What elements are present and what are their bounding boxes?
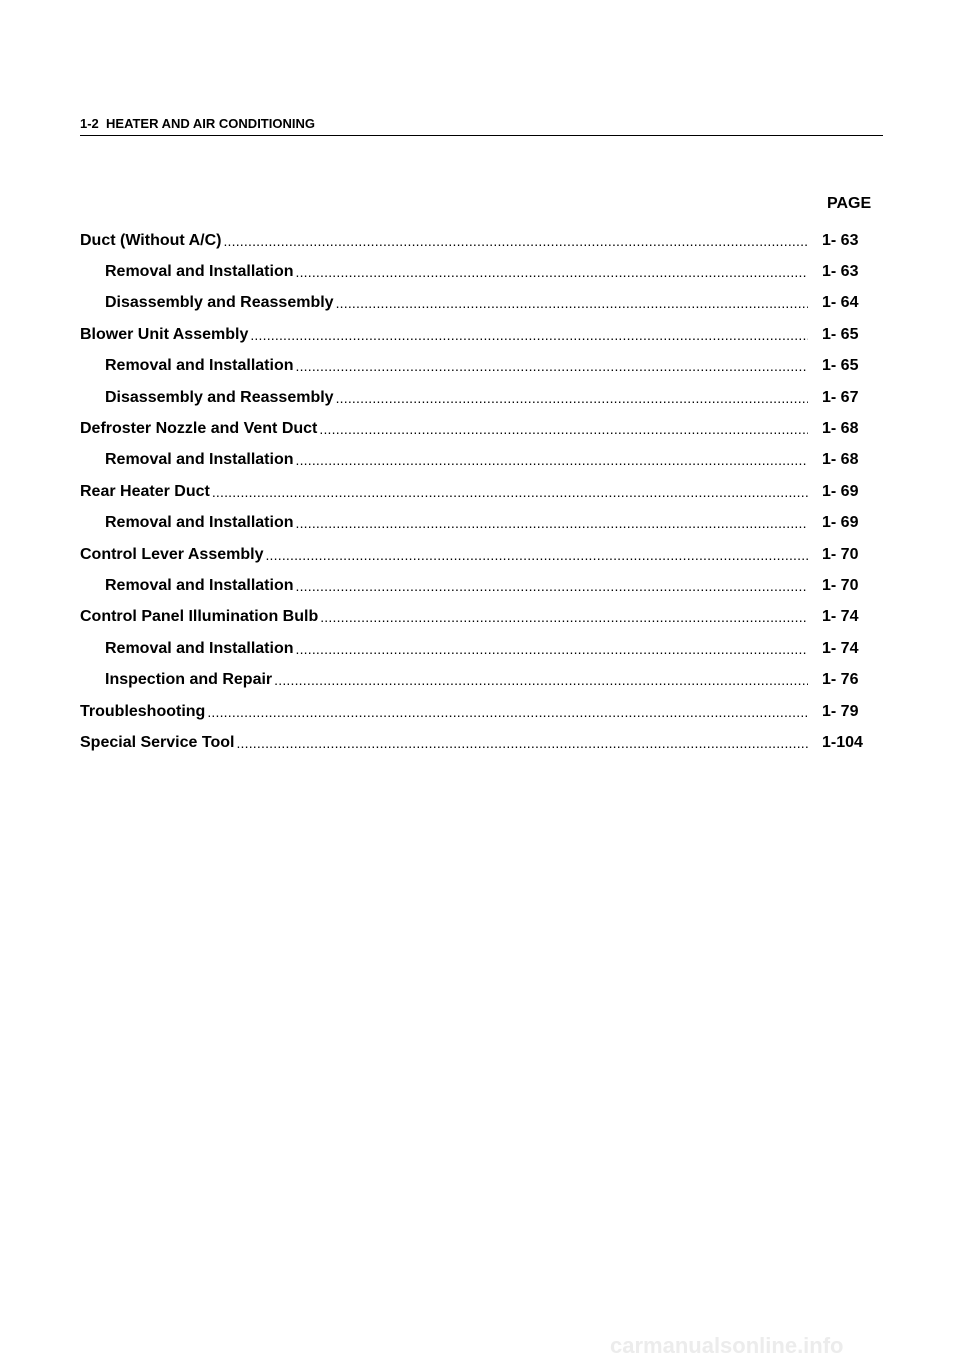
toc-entry-page: 1- 65 xyxy=(822,325,859,343)
dot-leader xyxy=(207,703,808,721)
dot-leader xyxy=(295,514,808,532)
toc-entry-title: Removal and Installation xyxy=(105,639,294,657)
toc-entry-page: 1- 79 xyxy=(822,702,859,720)
toc-entry-page: 1- 64 xyxy=(822,294,859,312)
toc-entry-page: 1- 63 xyxy=(822,231,859,249)
toc-entry-page: 1- 70 xyxy=(822,545,859,563)
dot-leader xyxy=(336,389,808,407)
toc-subentry[interactable] xyxy=(80,288,880,319)
dot-leader xyxy=(319,420,808,438)
toc-entry-title: Disassembly and Reassembly xyxy=(105,294,334,312)
page-column-label: PAGE xyxy=(827,195,872,212)
toc-entry-title: Special Service Tool xyxy=(80,733,235,751)
dot-leader xyxy=(250,326,808,344)
toc-entry[interactable] xyxy=(80,413,880,444)
dot-leader xyxy=(274,671,808,689)
toc-subentry[interactable] xyxy=(80,664,880,695)
toc-subentry[interactable] xyxy=(80,508,880,539)
toc-entry[interactable] xyxy=(80,476,880,507)
watermark: carmanualsonline.info xyxy=(610,1333,844,1358)
toc-entry[interactable] xyxy=(80,727,880,758)
toc-entry-page: 1- 67 xyxy=(822,388,859,406)
toc-entry-page: 1- 69 xyxy=(822,482,859,500)
toc-subentry[interactable] xyxy=(80,570,880,601)
toc-entry-page: 1- 70 xyxy=(822,576,859,594)
dot-leader xyxy=(212,483,808,501)
dot-leader xyxy=(295,640,808,658)
toc-entry-page: 1- 68 xyxy=(822,451,859,469)
toc-entry-page: 1- 74 xyxy=(822,639,859,657)
dot-leader xyxy=(223,232,808,250)
toc-entry[interactable] xyxy=(80,602,880,633)
toc-entry-title: Inspection and Repair xyxy=(105,671,273,689)
dot-leader xyxy=(295,263,808,281)
toc-entry-title: Blower Unit Assembly xyxy=(80,325,249,343)
toc-entry-title: Duct (Without A/C) xyxy=(80,231,222,249)
toc-entry[interactable] xyxy=(80,319,880,350)
toc-subentry[interactable] xyxy=(80,382,880,413)
toc-entry[interactable] xyxy=(80,696,880,727)
toc-entry-title: Defroster Nozzle and Vent Duct xyxy=(80,420,318,438)
toc-entry-page: 1- 69 xyxy=(822,514,859,532)
toc-entry-page: 1-104 xyxy=(822,733,863,751)
dot-leader xyxy=(295,577,808,595)
toc-entry[interactable] xyxy=(80,225,880,256)
dot-leader xyxy=(320,608,808,626)
toc-subentry[interactable] xyxy=(80,256,880,287)
toc-entry-page: 1- 74 xyxy=(822,608,859,626)
dot-leader xyxy=(295,357,808,375)
toc-subentry[interactable] xyxy=(80,351,880,382)
toc-entry-title: Removal and Installation xyxy=(105,451,294,469)
toc-entry-title: Control Lever Assembly xyxy=(80,545,264,563)
toc-entry-title: Removal and Installation xyxy=(105,357,294,375)
toc-entry-title: Control Panel Illumination Bulb xyxy=(80,608,319,626)
dot-leader xyxy=(336,294,808,312)
toc-entry-page: 1- 68 xyxy=(822,420,859,438)
toc-entry[interactable] xyxy=(80,539,880,570)
toc-subentry[interactable] xyxy=(80,633,880,664)
table-of-contents xyxy=(80,225,880,759)
toc-entry-page: 1- 63 xyxy=(822,263,859,281)
toc-entry-page: 1- 65 xyxy=(822,357,859,375)
toc-entry-title: Removal and Installation xyxy=(105,514,294,532)
toc-subentry[interactable] xyxy=(80,445,880,476)
dot-leader xyxy=(236,734,808,752)
toc-entry-title: Removal and Installation xyxy=(105,263,294,281)
dot-leader xyxy=(265,546,808,564)
toc-entry-title: Troubleshooting xyxy=(80,702,206,720)
toc-entry-title: Rear Heater Duct xyxy=(80,482,210,500)
toc-entry-page: 1- 76 xyxy=(822,671,859,689)
toc-entry-title: Disassembly and Reassembly xyxy=(105,388,334,406)
running-header-text: 1-2 HEATER AND AIR CONDITIONING xyxy=(80,116,315,131)
dot-leader xyxy=(295,451,808,469)
running-header xyxy=(80,117,883,136)
toc-entry-title: Removal and Installation xyxy=(105,576,294,594)
